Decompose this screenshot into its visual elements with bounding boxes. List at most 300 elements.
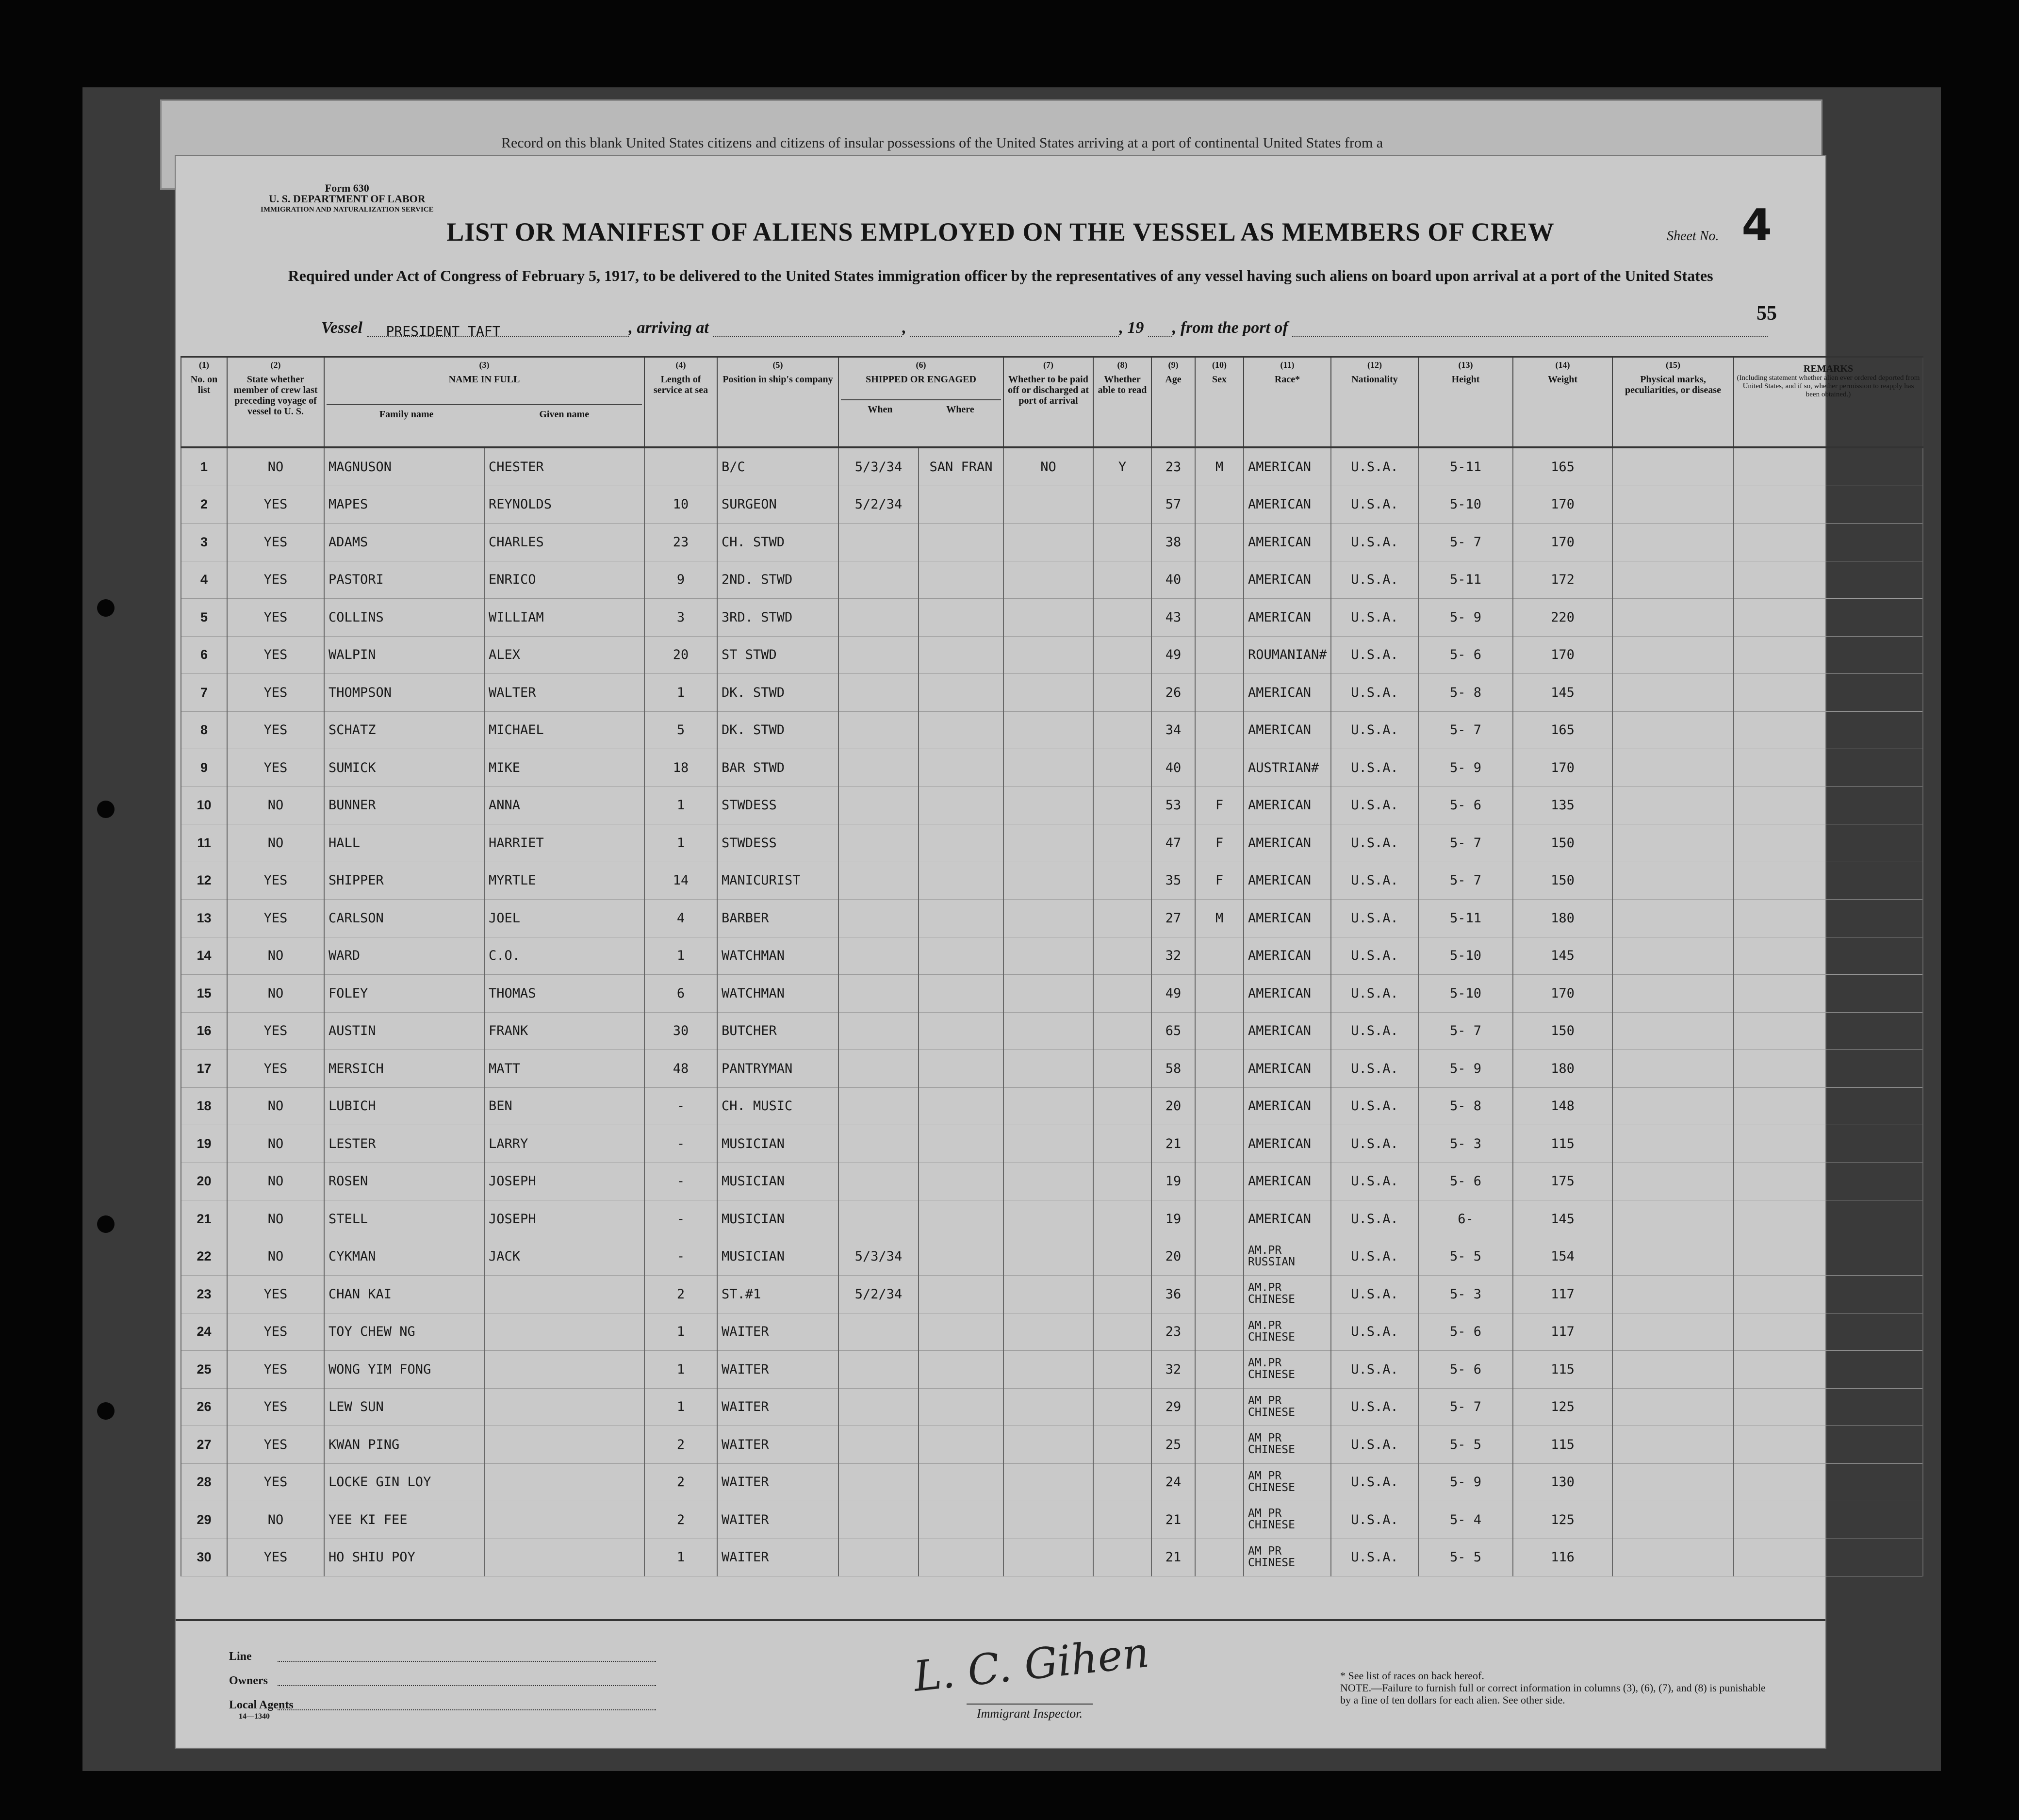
cell-sex <box>1195 937 1244 975</box>
cell-race: AMERICAN <box>1244 900 1331 937</box>
cell-height: 5- 5 <box>1418 1238 1513 1276</box>
cell-paid <box>1003 1351 1093 1389</box>
vessel-field <box>367 322 629 337</box>
cell-position: WAITER <box>717 1426 838 1464</box>
cell-remarks <box>1734 787 1923 824</box>
cell-given: CHESTER <box>484 447 644 486</box>
cell-where <box>919 824 1003 862</box>
cell-remarks <box>1734 1012 1923 1050</box>
cell-family: SUMICK <box>324 749 484 787</box>
col-header-12: (12) Nationality <box>1331 357 1418 448</box>
header-row <box>181 357 1923 448</box>
cell-sex: M <box>1195 900 1244 937</box>
service: IMMIGRATION AND NATURALIZATION SERVICE <box>261 206 434 213</box>
race-line-1: AM.PR <box>1248 1244 1282 1257</box>
cell-family: MERSICH <box>324 1050 484 1088</box>
punch-hole <box>97 599 115 617</box>
cell-where <box>919 1163 1003 1200</box>
table-row <box>181 447 1923 486</box>
cell-paid <box>1003 900 1093 937</box>
cell-marks <box>1612 1501 1734 1539</box>
cell-marks <box>1612 486 1734 524</box>
cell-paid <box>1003 937 1093 975</box>
cell-when <box>838 975 919 1013</box>
cell-nat: U.S.A. <box>1331 1276 1418 1313</box>
cell-family: HO SHIU POY <box>324 1539 484 1576</box>
cell-age: 58 <box>1151 1050 1195 1088</box>
cell-position: ST STWD <box>717 636 838 674</box>
cell-service: - <box>644 1163 717 1200</box>
cell-when <box>838 1125 919 1163</box>
table-row <box>181 1050 1923 1088</box>
cell-service: - <box>644 1087 717 1125</box>
cell-position: CH. STWD <box>717 524 838 561</box>
cell-given: C.O. <box>484 937 644 975</box>
when-label: When <box>868 404 893 415</box>
cell-sex <box>1195 711 1244 749</box>
cell-prev: YES <box>227 1539 324 1576</box>
punch-hole <box>97 801 115 818</box>
page-number: 55 <box>1756 302 1777 325</box>
cell-when <box>838 900 919 937</box>
cell-race: AMERICAN <box>1244 1200 1331 1238</box>
cell-marks <box>1612 1012 1734 1050</box>
cell-weight: 115 <box>1513 1351 1612 1389</box>
cell-when <box>838 711 919 749</box>
cell-sex: F <box>1195 862 1244 900</box>
cell-weight: 125 <box>1513 1388 1612 1426</box>
cell-height: 5- 8 <box>1418 1087 1513 1125</box>
cell-paid <box>1003 1539 1093 1576</box>
cell-nat: U.S.A. <box>1331 787 1418 824</box>
cell-remarks <box>1734 1351 1923 1389</box>
form-number: Form 630 <box>325 182 369 194</box>
cell-where <box>919 749 1003 787</box>
cell-given <box>484 1426 644 1464</box>
inspector-signature: L. C. Gihen <box>911 1628 1151 1702</box>
cell-position: WAITER <box>717 1351 838 1389</box>
table-row <box>181 1276 1923 1313</box>
cell-family: WARD <box>324 937 484 975</box>
sheet-label: Sheet No. <box>1667 229 1719 244</box>
cell-paid <box>1003 1463 1093 1501</box>
cell-paid <box>1003 711 1093 749</box>
cell-race: AMERICAN <box>1244 937 1331 975</box>
cell-no: 29 <box>181 1501 227 1539</box>
cell-remarks <box>1734 824 1923 862</box>
cell-paid <box>1003 787 1093 824</box>
cell-race <box>1244 1238 1331 1276</box>
department: U. S. DEPARTMENT OF LABOR <box>268 193 426 205</box>
table-row <box>181 636 1923 674</box>
cell-given <box>484 1388 644 1426</box>
cell-remarks <box>1734 524 1923 561</box>
race-line-1: AM.PR <box>1248 1357 1282 1370</box>
cell-prev: NO <box>227 1200 324 1238</box>
cell-height: 5- 7 <box>1418 1388 1513 1426</box>
cell-nat: U.S.A. <box>1331 975 1418 1013</box>
cell-age: 47 <box>1151 824 1195 862</box>
cell-weight: 115 <box>1513 1125 1612 1163</box>
cell-height: 5- 6 <box>1418 1163 1513 1200</box>
cell-sex <box>1195 1163 1244 1200</box>
cell-paid <box>1003 824 1093 862</box>
cell-sex <box>1195 1012 1244 1050</box>
cell-weight: 148 <box>1513 1087 1612 1125</box>
arriving-label: , arriving at <box>628 319 709 337</box>
cell-remarks <box>1734 1276 1923 1313</box>
date-field <box>910 322 1119 337</box>
cell-height: 5- 9 <box>1418 1463 1513 1501</box>
cell-nat: U.S.A. <box>1331 1200 1418 1238</box>
cell-where <box>919 862 1003 900</box>
cell-prev: YES <box>227 749 324 787</box>
cell-position: B/C <box>717 447 838 486</box>
cell-weight: 145 <box>1513 1200 1612 1238</box>
cell-remarks <box>1734 1388 1923 1426</box>
cell-age: 29 <box>1151 1388 1195 1426</box>
cell-service: 23 <box>644 524 717 561</box>
cell-weight: 170 <box>1513 749 1612 787</box>
cell-service: 1 <box>644 674 717 712</box>
cell-given: LARRY <box>484 1125 644 1163</box>
cell-age: 19 <box>1151 1200 1195 1238</box>
cell-service: 1 <box>644 787 717 824</box>
cell-where <box>919 1276 1003 1313</box>
cell-given: CHARLES <box>484 524 644 561</box>
cell-race: AMERICAN <box>1244 599 1331 637</box>
cell-nat: U.S.A. <box>1331 1163 1418 1200</box>
cell-given <box>484 1351 644 1389</box>
cell-position: ST.#1 <box>717 1276 838 1313</box>
cell-race: AMERICAN <box>1244 1050 1331 1088</box>
cell-height: 5- 4 <box>1418 1501 1513 1539</box>
cell-when <box>838 862 919 900</box>
cell-paid <box>1003 749 1093 787</box>
cell-prev: NO <box>227 975 324 1013</box>
cell-position: MUSICIAN <box>717 1163 838 1200</box>
cell-given: ENRICO <box>484 561 644 599</box>
cell-position: WATCHMAN <box>717 937 838 975</box>
cell-remarks <box>1734 561 1923 599</box>
cell-no: 17 <box>181 1050 227 1088</box>
cell-family: PASTORI <box>324 561 484 599</box>
cell-marks <box>1612 1087 1734 1125</box>
arriving-field <box>713 322 902 337</box>
cell-where: SAN FRAN <box>919 447 1003 486</box>
cell-marks <box>1612 1276 1734 1313</box>
cell-race <box>1244 1313 1331 1351</box>
race-line-1: AM PR <box>1248 1469 1282 1482</box>
cell-given <box>484 1276 644 1313</box>
cell-race: AMERICAN <box>1244 787 1331 824</box>
cell-race: AMERICAN <box>1244 1087 1331 1125</box>
cell-weight: 116 <box>1513 1539 1612 1576</box>
cell-where <box>919 1388 1003 1426</box>
cell-prev: NO <box>227 824 324 862</box>
cell-weight: 125 <box>1513 1501 1612 1539</box>
cell-height: 5- 7 <box>1418 1012 1513 1050</box>
cell-prev: YES <box>227 599 324 637</box>
cell-remarks <box>1734 1426 1923 1464</box>
table-row <box>181 1539 1923 1576</box>
cell-prev: NO <box>227 1238 324 1276</box>
cell-no: 30 <box>181 1539 227 1576</box>
cell-service: - <box>644 1125 717 1163</box>
cell-height: 5- 9 <box>1418 749 1513 787</box>
cell-weight: 117 <box>1513 1313 1612 1351</box>
cell-age: 49 <box>1151 975 1195 1013</box>
cell-no: 18 <box>181 1087 227 1125</box>
cell-where <box>919 1050 1003 1088</box>
cell-paid <box>1003 599 1093 637</box>
cell-where <box>919 1501 1003 1539</box>
table-row <box>181 1238 1923 1276</box>
table-row <box>181 749 1923 787</box>
cell-age: 49 <box>1151 636 1195 674</box>
race-line-1: AM PR <box>1248 1394 1282 1407</box>
cell-given <box>484 1463 644 1501</box>
manifest-page <box>175 155 1920 1749</box>
cell-nat: U.S.A. <box>1331 1426 1418 1464</box>
cell-height: 5-11 <box>1418 561 1513 599</box>
cell-no: 7 <box>181 674 227 712</box>
race-line-2: RUSSIAN <box>1248 1255 1295 1268</box>
cell-sex <box>1195 1125 1244 1163</box>
cell-no: 6 <box>181 636 227 674</box>
cell-age: 36 <box>1151 1276 1195 1313</box>
cell-nat: U.S.A. <box>1331 1087 1418 1125</box>
cell-where <box>919 1125 1003 1163</box>
cell-where <box>919 975 1003 1013</box>
cell-nat: U.S.A. <box>1331 711 1418 749</box>
cell-where <box>919 711 1003 749</box>
cell-family: YEE KI FEE <box>324 1501 484 1539</box>
cell-race <box>1244 1463 1331 1501</box>
cell-when <box>838 524 919 561</box>
cell-where <box>919 900 1003 937</box>
cell-marks <box>1612 1050 1734 1088</box>
cell-weight: 180 <box>1513 1050 1612 1088</box>
cell-prev: NO <box>227 1125 324 1163</box>
cell-remarks <box>1734 749 1923 787</box>
cell-height: 6- <box>1418 1200 1513 1238</box>
cell-paid <box>1003 1313 1093 1351</box>
cell-age: 19 <box>1151 1163 1195 1200</box>
cell-remarks <box>1734 1463 1923 1501</box>
cell-remarks <box>1734 1539 1923 1576</box>
cell-remarks <box>1734 1125 1923 1163</box>
cell-height: 5-11 <box>1418 447 1513 486</box>
form-code: 14—1340 <box>239 1712 270 1721</box>
cell-position: WAITER <box>717 1313 838 1351</box>
cell-weight: 150 <box>1513 1012 1612 1050</box>
cell-race <box>1244 1276 1331 1313</box>
cell-position: CH. MUSIC <box>717 1087 838 1125</box>
cell-position: DK. STWD <box>717 674 838 712</box>
cell-paid <box>1003 1276 1093 1313</box>
cell-no: 28 <box>181 1463 227 1501</box>
cell-race: AMERICAN <box>1244 1125 1331 1163</box>
cell-service: 20 <box>644 636 717 674</box>
cell-where <box>919 1012 1003 1050</box>
family-name-label: Family name <box>379 409 434 420</box>
cell-marks <box>1612 900 1734 937</box>
cell-age: 53 <box>1151 787 1195 824</box>
cell-marks <box>1612 824 1734 862</box>
cell-no: 15 <box>181 975 227 1013</box>
col-header-2: (2) State whether member of crew last preceding voyage of vessel to U. S. <box>227 357 324 448</box>
cell-no: 4 <box>181 561 227 599</box>
cell-given: FRANK <box>484 1012 644 1050</box>
cell-sex <box>1195 1050 1244 1088</box>
sheet-number: 4 <box>1741 200 1772 251</box>
owners-field <box>278 1685 656 1686</box>
cell-sex <box>1195 1539 1244 1576</box>
cell-paid <box>1003 1238 1093 1276</box>
cell-nat: U.S.A. <box>1331 1388 1418 1426</box>
cell-when: 5/3/34 <box>838 447 919 486</box>
races-note: * See list of races on back hereof. <box>1340 1670 1484 1682</box>
cell-remarks <box>1734 1163 1923 1200</box>
cell-read <box>1093 1351 1151 1389</box>
crew-table-body <box>181 447 1923 1576</box>
cell-prev: YES <box>227 900 324 937</box>
cell-family: COLLINS <box>324 599 484 637</box>
cell-paid <box>1003 862 1093 900</box>
cell-marks <box>1612 749 1734 787</box>
cell-family: LESTER <box>324 1125 484 1163</box>
cell-remarks <box>1734 1200 1923 1238</box>
cell-age: 21 <box>1151 1125 1195 1163</box>
cell-nat: U.S.A. <box>1331 636 1418 674</box>
table-row <box>181 1501 1923 1539</box>
cell-family: CHAN KAI <box>324 1276 484 1313</box>
cell-marks <box>1612 1200 1734 1238</box>
cell-where <box>919 1200 1003 1238</box>
agents-label: Local Agents <box>229 1699 294 1711</box>
cell-given: REYNOLDS <box>484 486 644 524</box>
cell-family: STELL <box>324 1200 484 1238</box>
race-line-2: CHINESE <box>1248 1556 1295 1569</box>
cell-prev: YES <box>227 1426 324 1464</box>
cell-prev: NO <box>227 447 324 486</box>
cell-when <box>838 1313 919 1351</box>
cell-read <box>1093 674 1151 712</box>
cell-paid <box>1003 1388 1093 1426</box>
cell-nat: U.S.A. <box>1331 1125 1418 1163</box>
cell-race: AMERICAN <box>1244 447 1331 486</box>
cell-when: 5/2/34 <box>838 1276 919 1313</box>
cell-sex <box>1195 1238 1244 1276</box>
cell-family: TOY CHEW NG <box>324 1313 484 1351</box>
cell-read <box>1093 824 1151 862</box>
cell-no: 23 <box>181 1276 227 1313</box>
cell-remarks <box>1734 486 1923 524</box>
cell-weight: 175 <box>1513 1163 1612 1200</box>
table-row <box>181 900 1923 937</box>
cell-height: 5- 6 <box>1418 1313 1513 1351</box>
cell-when <box>838 1163 919 1200</box>
col-header-1: (1) No. on list <box>181 357 227 448</box>
cell-given: JACK <box>484 1238 644 1276</box>
cell-prev: YES <box>227 1313 324 1351</box>
cell-prev: YES <box>227 1463 324 1501</box>
cell-race <box>1244 1501 1331 1539</box>
cell-when <box>838 1501 919 1539</box>
cell-prev: YES <box>227 1351 324 1389</box>
cell-height: 5-11 <box>1418 900 1513 937</box>
table-row <box>181 486 1923 524</box>
cell-prev: NO <box>227 937 324 975</box>
cell-when: 5/2/34 <box>838 486 919 524</box>
cell-weight: 165 <box>1513 447 1612 486</box>
col-header-6: (6) SHIPPED OR ENGAGED When Where <box>838 357 1003 448</box>
col-header-13: (13) Height <box>1418 357 1513 448</box>
cell-marks <box>1612 636 1734 674</box>
cell-family: LEW SUN <box>324 1388 484 1426</box>
cell-marks <box>1612 1313 1734 1351</box>
col-header-3: (3) NAME IN FULL Family name Given name <box>324 357 644 448</box>
cell-given: HARRIET <box>484 824 644 862</box>
cell-read <box>1093 937 1151 975</box>
cell-height: 5- 9 <box>1418 599 1513 637</box>
table-row <box>181 1125 1923 1163</box>
cell-service: - <box>644 1238 717 1276</box>
cell-age: 32 <box>1151 1351 1195 1389</box>
where-label: Where <box>946 404 974 415</box>
col-header-14: (14) Weight <box>1513 357 1612 448</box>
cell-nat: U.S.A. <box>1331 1539 1418 1576</box>
line-field <box>278 1661 656 1662</box>
cell-given: ANNA <box>484 787 644 824</box>
cell-age: 65 <box>1151 1012 1195 1050</box>
punch-hole <box>97 1215 115 1233</box>
cell-read <box>1093 862 1151 900</box>
cell-height: 5- 7 <box>1418 824 1513 862</box>
cell-service: 1 <box>644 1388 717 1426</box>
table-row <box>181 1388 1923 1426</box>
owners-label: Owners <box>229 1674 268 1687</box>
cell-given <box>484 1501 644 1539</box>
cell-age: 23 <box>1151 1313 1195 1351</box>
cell-nat: U.S.A. <box>1331 1050 1418 1088</box>
cell-service: 14 <box>644 862 717 900</box>
cell-height: 5- 7 <box>1418 524 1513 561</box>
cell-read <box>1093 975 1151 1013</box>
cell-nat: U.S.A. <box>1331 1351 1418 1389</box>
cell-family: KWAN PING <box>324 1426 484 1464</box>
cell-prev: NO <box>227 1087 324 1125</box>
cell-sex: M <box>1195 447 1244 486</box>
cell-position: STWDESS <box>717 824 838 862</box>
cell-height: 5- 6 <box>1418 787 1513 824</box>
cell-paid <box>1003 561 1093 599</box>
cell-age: 21 <box>1151 1539 1195 1576</box>
cell-prev: YES <box>227 862 324 900</box>
cell-where <box>919 674 1003 712</box>
table-row <box>181 1351 1923 1389</box>
cell-no: 2 <box>181 486 227 524</box>
cell-age: 43 <box>1151 599 1195 637</box>
cell-weight: 130 <box>1513 1463 1612 1501</box>
given-name-label: Given name <box>539 409 590 420</box>
cell-no: 24 <box>181 1313 227 1351</box>
cell-position: WAITER <box>717 1501 838 1539</box>
col-header-11: (11) Race* <box>1244 357 1331 448</box>
cell-nat: U.S.A. <box>1331 674 1418 712</box>
cell-remarks <box>1734 599 1923 637</box>
